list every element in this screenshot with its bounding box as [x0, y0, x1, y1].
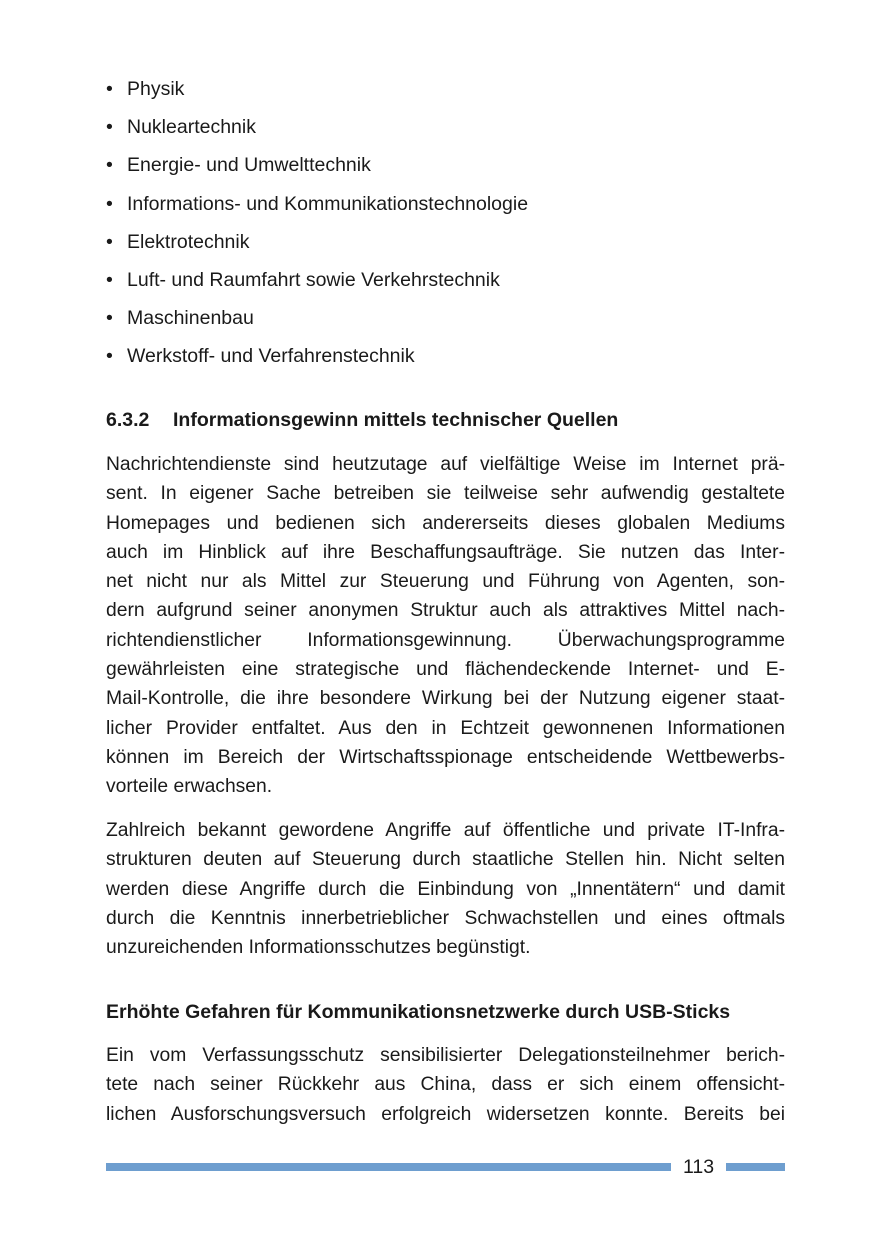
list-item-text: Elektrotechnik: [127, 230, 250, 253]
list-item-text: Werkstoff- und Verfahrenstechnik: [127, 345, 415, 368]
bullet-marker: •: [106, 116, 113, 139]
list-item-text: Physik: [127, 78, 185, 100]
list-item: [106, 185, 785, 223]
text-line: auch im Hinblick auf ihre Beschaffungsaufträge. Sie nutzen das Inter-: [106, 541, 785, 563]
bullet-marker: •: [106, 230, 113, 253]
list-item: [106, 337, 785, 375]
section-number: 6.3.2: [106, 409, 150, 431]
text-line: gewährleisten eine strategische und flächendeckende Internet- und E-: [106, 659, 785, 681]
footer-bar-left: [106, 1163, 671, 1171]
text-line: licher Provider entfaltet. Aus den in Echtzeit gewonnenen Informationen: [106, 717, 785, 739]
bullet-list: [106, 70, 785, 376]
section-heading: [106, 403, 618, 437]
text-line: dern aufgrund seiner anonymen Struktur auch als attraktives Mittel nach-: [106, 600, 785, 622]
footer-bar-right: [726, 1163, 785, 1171]
text-line: Ein vom Verfassungsschutz sensibilisierter Delegationsteilnehmer berich-: [106, 1045, 785, 1066]
list-item-text: Luft- und Raumfahrt sowie Verkehrstechnik: [127, 268, 500, 291]
text-line: richtendienstlicher Informationsgewinnung. Überwachungsprogramme: [106, 629, 785, 651]
text-line: werden diese Angriffe durch die Einbindung von „Innentätern“ und damit: [106, 878, 785, 900]
body-paragraph: [106, 1041, 785, 1129]
list-item: [106, 223, 785, 261]
list-item: [106, 146, 785, 184]
bullet-marker: •: [106, 268, 113, 291]
bullet-marker: •: [106, 192, 113, 215]
text-line: durch die Kenntnis innerbetrieblicher Schwachstellen und eines oftmals: [106, 907, 785, 929]
section-title: Informationsgewinn mittels technischer Quellen: [173, 409, 619, 431]
text-line: Mail-Kontrolle, die ihre besondere Wirkung bei der Nutzung eigener staat-: [106, 688, 785, 710]
text-line: sent. In eigener Sache betreiben sie teilweise sehr aufwendig gestaltete: [106, 483, 785, 505]
page-content: [106, 0, 785, 1241]
list-item: [106, 299, 785, 337]
text-line: Zahlreich bekannt gewordene Angriffe auf öffentliche und private IT-Infra-: [106, 820, 785, 841]
text-line: Nachrichtendienste sind heutzutage auf vielfältige Weise im Internet prä-: [106, 454, 785, 475]
body-paragraph: [106, 450, 785, 802]
page-number: 113: [682, 1156, 715, 1178]
bullet-marker: •: [106, 78, 113, 100]
text-line: net nicht nur als Mittel zur Steuerung und Führung von Agenten, son-: [106, 571, 785, 593]
bullet-marker: •: [106, 154, 113, 177]
body-paragraph: [106, 816, 785, 962]
bullet-marker: •: [106, 345, 113, 368]
text-line: Homepages und bedienen sich andererseits dieses globalen Mediums: [106, 512, 785, 534]
list-item-text: Energie- und Umwelttechnik: [127, 154, 371, 177]
text-line: tete nach seiner Rückkehr aus China, dass er sich einem offensicht-: [106, 1074, 785, 1096]
list-item: [106, 108, 785, 146]
subheading: Erhöhte Gefahren für Kommunikationsnetzwerke durch USB-Sticks: [106, 1001, 731, 1023]
text-line: vorteile erwachsen.: [106, 776, 273, 798]
page-footer: [106, 1152, 785, 1182]
list-item: [106, 70, 785, 108]
list-item-text: Informations- und Kommunikationstechnologie: [127, 192, 529, 215]
bullet-marker: •: [106, 307, 113, 330]
text-line: können im Bereich der Wirtschaftsspionage entscheidende Wettbewerbs-: [106, 746, 785, 768]
list-item-text: Maschinenbau: [127, 307, 254, 330]
text-line: unzureichenden Informationsschutzes begünstigt.: [106, 937, 531, 959]
list-item: [106, 261, 785, 299]
list-item-text: Nukleartechnik: [127, 116, 256, 139]
text-line: lichen Ausforschungsversuch erfolgreich widersetzen konnte. Bereits bei: [106, 1103, 785, 1125]
text-line: strukturen deuten auf Steuerung durch staatliche Stellen hin. Nicht selten: [106, 849, 785, 871]
